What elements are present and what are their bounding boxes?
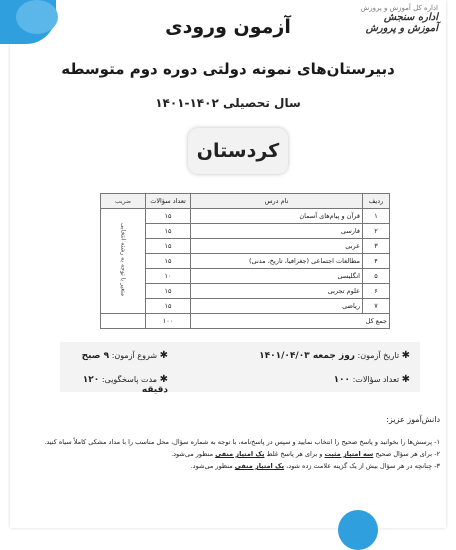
cell-total-label: جمع کل	[191, 314, 390, 329]
instruction-2-part2: و برای هر پاسخ غلط	[266, 450, 323, 458]
star-icon: ✱	[159, 350, 168, 361]
cell-lesson: عربی	[191, 239, 363, 254]
cell-count: ۱۵	[146, 224, 191, 239]
cell-row-number: ۱	[363, 209, 390, 224]
exam-date-value: روز جمعه ۱۴۰۱/۰۴/۰۳	[259, 351, 355, 361]
col-header-count: تعداد سؤالات	[146, 194, 191, 209]
instruction-3	[16, 460, 440, 472]
cell-lesson: انگلیسی	[191, 269, 363, 284]
cell-lesson: ریاضی	[191, 299, 363, 314]
decor-blob-bottom	[338, 510, 378, 550]
instruction-3-negative: یک امتیاز منفی	[234, 462, 285, 470]
cell-row-number: ۶	[363, 284, 390, 299]
col-header-lesson: نام درس	[191, 194, 363, 209]
coef-note: متغیر با توجه به رشته انتخابی	[119, 223, 127, 297]
instruction-2-negative: یک امتیاز منفی	[215, 450, 265, 458]
page-title: آزمون ورودی	[165, 16, 291, 38]
question-count-label: تعداد سؤالات:	[352, 375, 400, 384]
star-icon: ✱	[159, 374, 168, 385]
star-icon: ✱	[401, 374, 410, 385]
exam-duration-label: مدت پاسخگویی:	[101, 375, 158, 384]
exam-start-value: ۹ صبح	[81, 351, 110, 361]
instruction-2-positive: سه امتیاز مثبت	[324, 450, 374, 458]
academic-year: سال تحصیلی ۱۴۰۲-۱۴۰۱	[155, 96, 301, 110]
page-subtitle: دبیرستان‌های نمونه دولتی دوره دوم متوسطه	[61, 60, 395, 78]
province-name: کردستان	[196, 140, 280, 162]
table-header-row	[101, 194, 390, 209]
exam-start	[82, 350, 168, 361]
cell-lesson: علوم تجربی	[191, 284, 363, 299]
star-icon: ✱	[401, 350, 410, 361]
cell-row-number: ۵	[363, 269, 390, 284]
table-row	[101, 209, 390, 224]
instruction-1: ۱- پرسش‌ها را بخوانید و پاسخ صحیح را انتخاب نمایید و سپس در پاسخ‌نامه، با توجه به شماره سؤال، محل مناسب را با مداد مشکی کاملاً سیاه کنید.	[44, 438, 440, 446]
exam-duration	[60, 374, 168, 395]
cell-total-coef	[101, 314, 146, 329]
cell-lesson: مطالعات اجتماعی (جغرافیا، تاریخ، مدنی)	[191, 254, 363, 269]
cell-count: ۱۵	[146, 254, 191, 269]
cell-coef-merged	[101, 209, 146, 314]
exam-date-label: تاریخ آزمون:	[357, 351, 400, 360]
instruction-2-part3: منظور می‌شود.	[171, 450, 214, 458]
question-count	[334, 374, 410, 385]
exam-start-label: شروع آزمون:	[111, 351, 158, 360]
cell-count: ۱۵	[146, 209, 191, 224]
cell-lesson: قرآن و پیام‌های آسمان	[191, 209, 363, 224]
cell-lesson: فارسی	[191, 224, 363, 239]
exam-info-box	[60, 342, 420, 395]
instruction-2	[16, 448, 440, 460]
cell-count: ۱۵	[146, 239, 191, 254]
cell-row-number: ۲	[363, 224, 390, 239]
instruction-3-part2: منظور می‌شود.	[190, 462, 233, 470]
cell-total-count: ۱۰۰	[146, 314, 191, 329]
exam-duration-value: ۱۲۰ دقیقه	[82, 375, 168, 395]
logo-line2: اداره سنجش آموزش و پرورش	[365, 12, 438, 34]
instructions-heading: دانش‌آموز عزیز:	[386, 415, 440, 424]
col-header-row: ردیف	[363, 194, 390, 209]
question-count-value: ۱۰۰	[333, 375, 351, 385]
province-box	[188, 128, 288, 174]
subjects-table	[100, 193, 390, 329]
logo-line1: اداره کل آموزش و پرورش	[360, 4, 438, 12]
col-header-coef: ضریب	[101, 194, 146, 209]
cell-row-number: ۷	[363, 299, 390, 314]
instructions	[16, 414, 440, 472]
cell-row-number: ۴	[363, 254, 390, 269]
exam-date	[259, 350, 410, 361]
instruction-2-part1: ۲- برای هر سؤال صحیح	[375, 450, 440, 458]
instruction-3-part1: ۳- چنانچه در هر سؤال بیش از یک گزینه علامت زده شود،	[286, 462, 440, 470]
cell-row-number: ۳	[363, 239, 390, 254]
table-total-row	[101, 314, 390, 329]
cell-count: ۱۵	[146, 284, 191, 299]
cell-count: ۱۰	[146, 269, 191, 284]
cell-count: ۱۵	[146, 299, 191, 314]
